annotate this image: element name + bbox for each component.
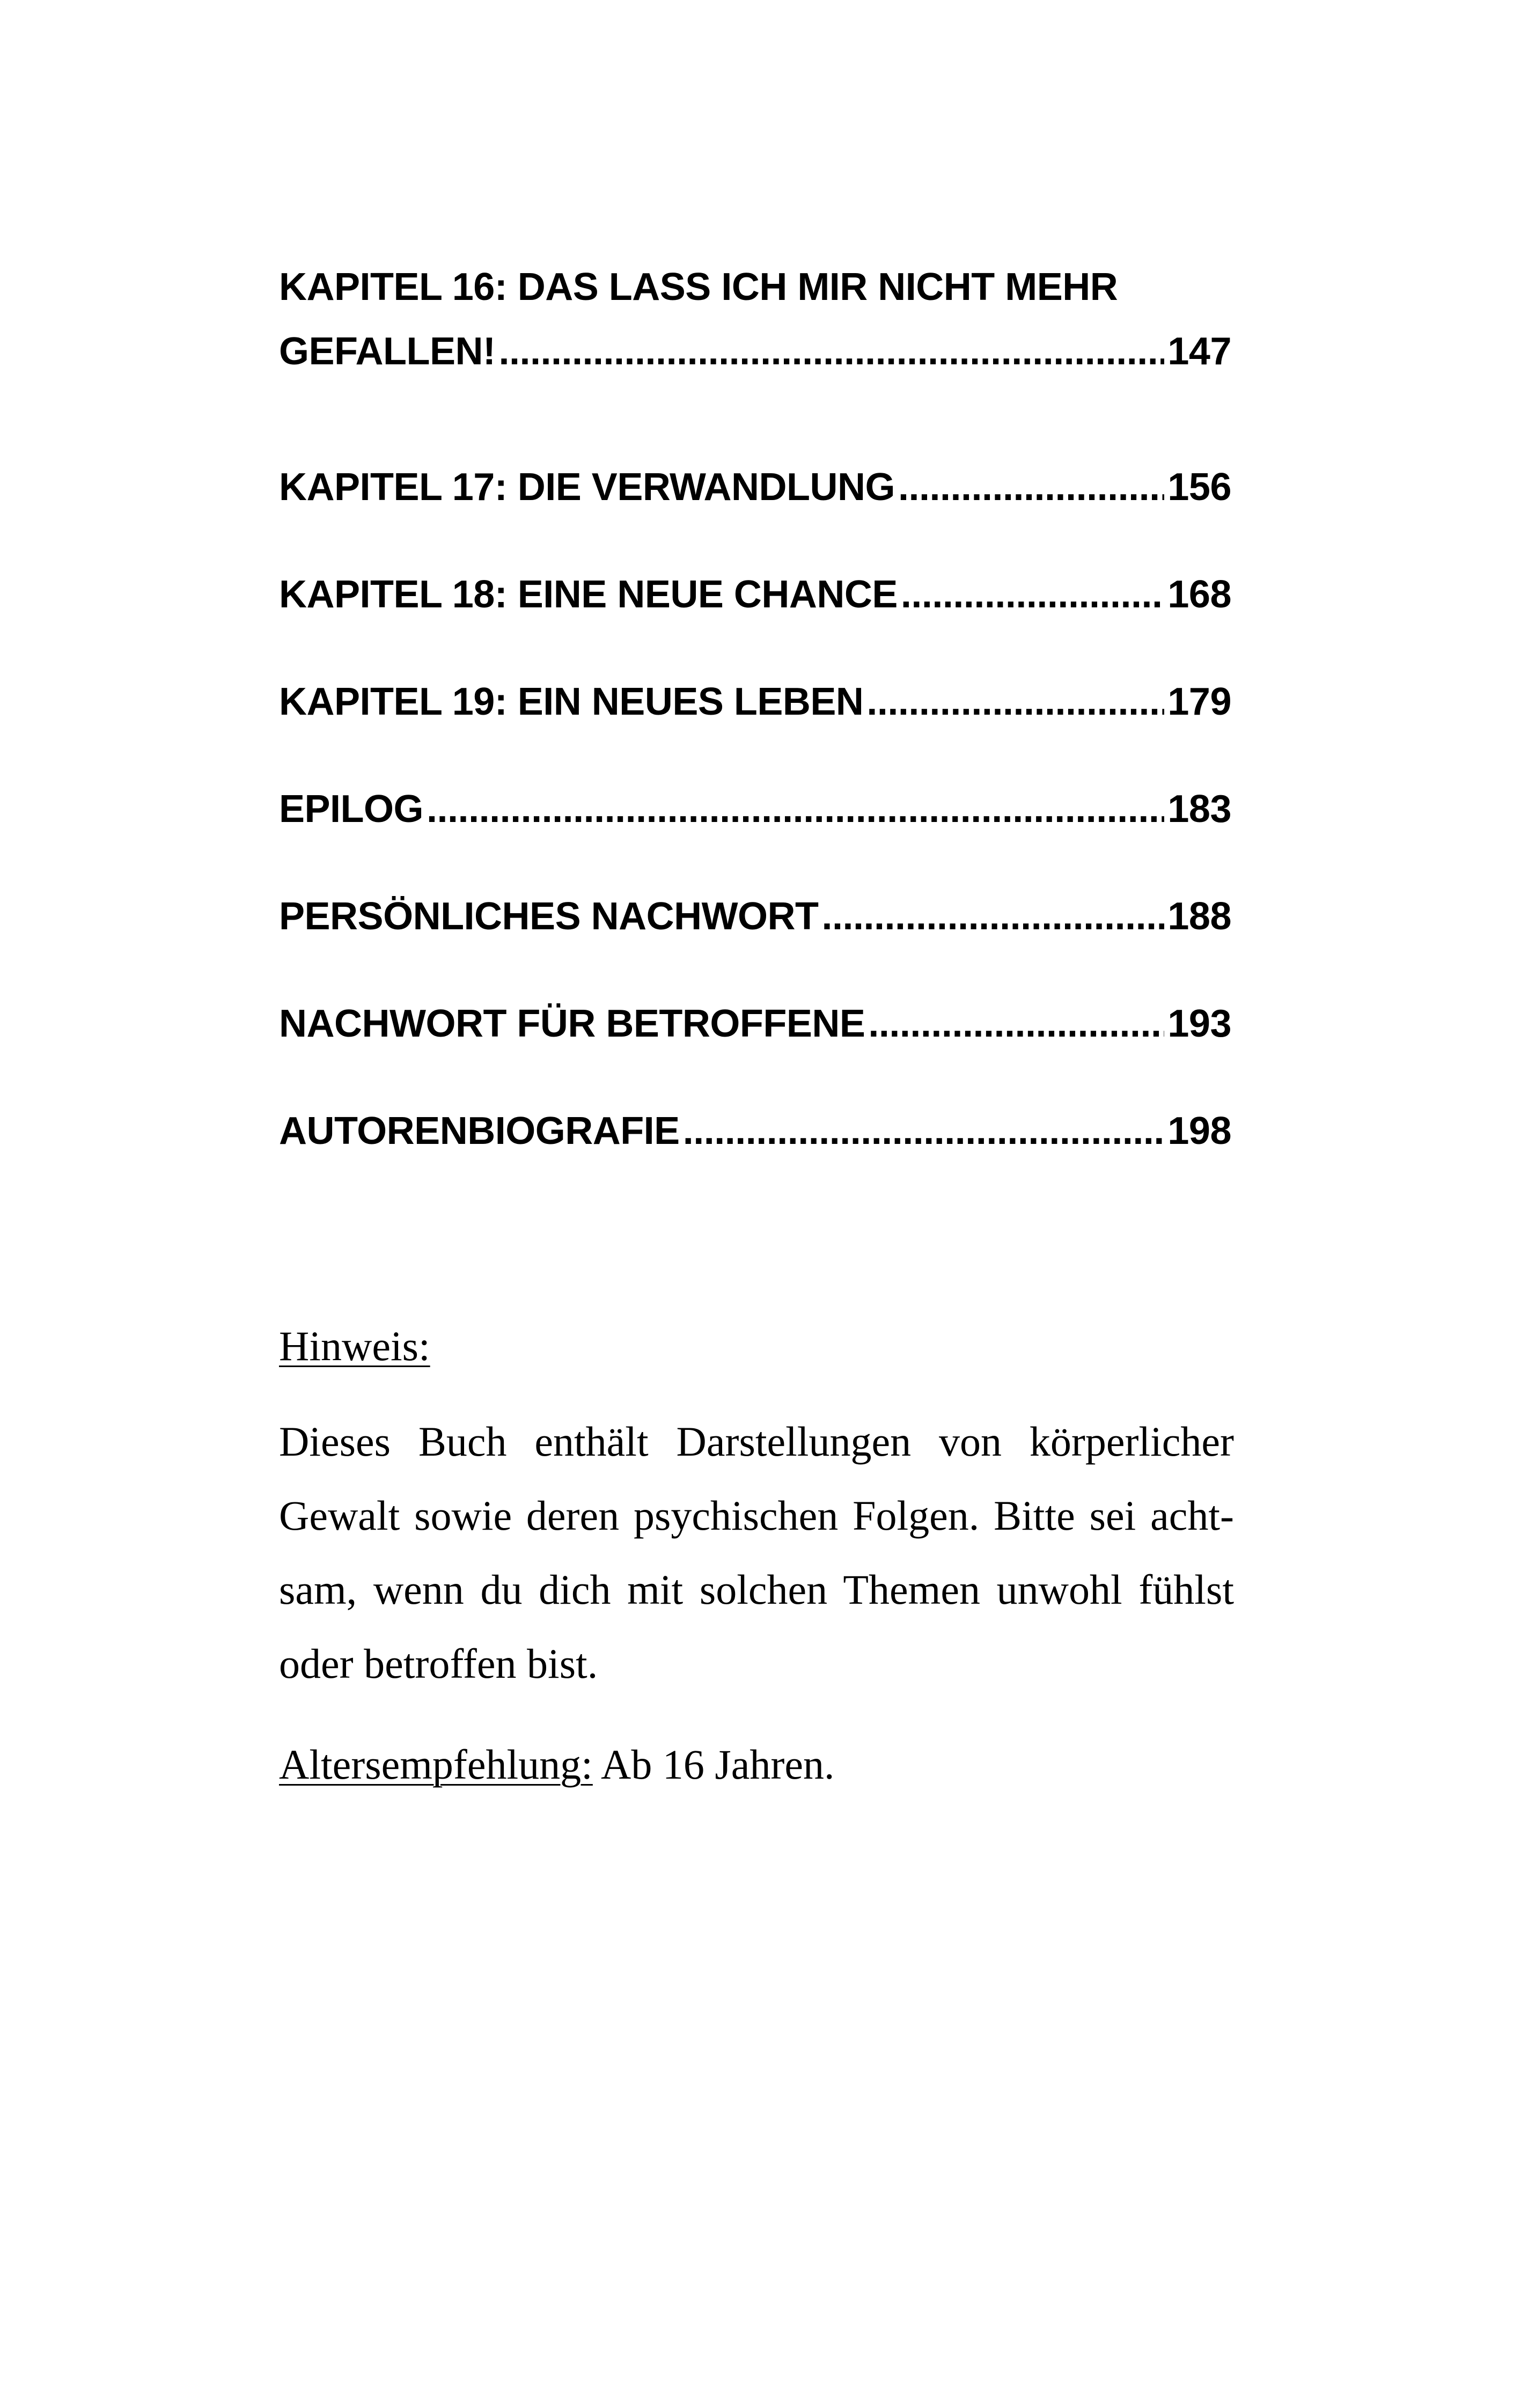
toc-leader-dots xyxy=(499,324,1165,380)
toc-entry-kapitel-19[interactable] xyxy=(279,648,1231,755)
toc-entry-epilog[interactable] xyxy=(279,755,1231,863)
toc-entry-kapitel-18[interactable] xyxy=(279,541,1231,648)
toc-entry-title: EPILOG xyxy=(279,788,424,831)
age-recommendation-label: Altersempfehlung: xyxy=(279,1741,593,1788)
toc-entry-title: AUTORENBIOGRAFIE xyxy=(279,1110,680,1152)
toc-leader-dots xyxy=(866,648,1164,755)
note-text: Dieses Buch enthält Darstellungen von körperlicher Gewalt sowie deren psychischen Folgen. Bitte sei achtsam, wenn du dich mit solchen Themen unwohl fühlst oder betroffen bist. xyxy=(279,1418,1234,1687)
toc-entry-kapitel-17[interactable] xyxy=(279,434,1231,541)
toc-entry-nachwort-fuer-betroffene[interactable] xyxy=(279,970,1231,1077)
toc-entry-title: KAPITEL 17: DIE VERWANDLUNG xyxy=(279,466,895,509)
toc-page-number: 198 xyxy=(1167,1110,1231,1152)
toc-page-number: 193 xyxy=(1167,1002,1231,1045)
toc-leader-dots xyxy=(868,970,1164,1077)
toc-entry-title: KAPITEL 19: EIN NEUES LEBEN xyxy=(279,680,864,723)
toc-page-number: 168 xyxy=(1167,573,1231,616)
toc-page-number: 156 xyxy=(1167,466,1231,509)
toc-leader-dots xyxy=(901,541,1164,648)
toc-page-number: 188 xyxy=(1167,895,1231,938)
age-recommendation-value: Ab 16 Jahren. xyxy=(592,1741,835,1788)
content-note xyxy=(279,1309,1234,1802)
toc-entry-title: GEFALLEN! xyxy=(279,330,496,373)
note-heading: Hinweis: xyxy=(279,1323,430,1369)
age-recommendation xyxy=(279,1728,1234,1802)
toc-entry-title: KAPITEL 16: DAS LASS ICH MIR NICHT MEHR xyxy=(279,266,1118,309)
toc-page-number: 183 xyxy=(1167,788,1231,831)
toc-entry-autorenbiografie[interactable] xyxy=(279,1077,1231,1185)
toc-entry-kapitel-16-line1[interactable] xyxy=(279,251,1231,324)
toc-leader-dots xyxy=(683,1077,1165,1185)
toc-entry-title: KAPITEL 18: EINE NEUE CHANCE xyxy=(279,573,898,616)
table-of-contents xyxy=(279,251,1231,1185)
toc-leader-dots xyxy=(822,863,1165,970)
toc-page-number: 147 xyxy=(1167,330,1231,373)
toc-leader-dots xyxy=(898,434,1164,541)
toc-entry-title: PERSÖNLICHES NACHWORT xyxy=(279,895,819,938)
toc-entry-kapitel-16-line2[interactable] xyxy=(279,324,1231,434)
toc-leader-dots xyxy=(427,755,1164,863)
toc-page-number: 179 xyxy=(1167,680,1231,723)
toc-entry-title: NACHWORT FÜR BETROFFENE xyxy=(279,1002,865,1045)
toc-entry-persoenliches-nachwort[interactable] xyxy=(279,863,1231,970)
